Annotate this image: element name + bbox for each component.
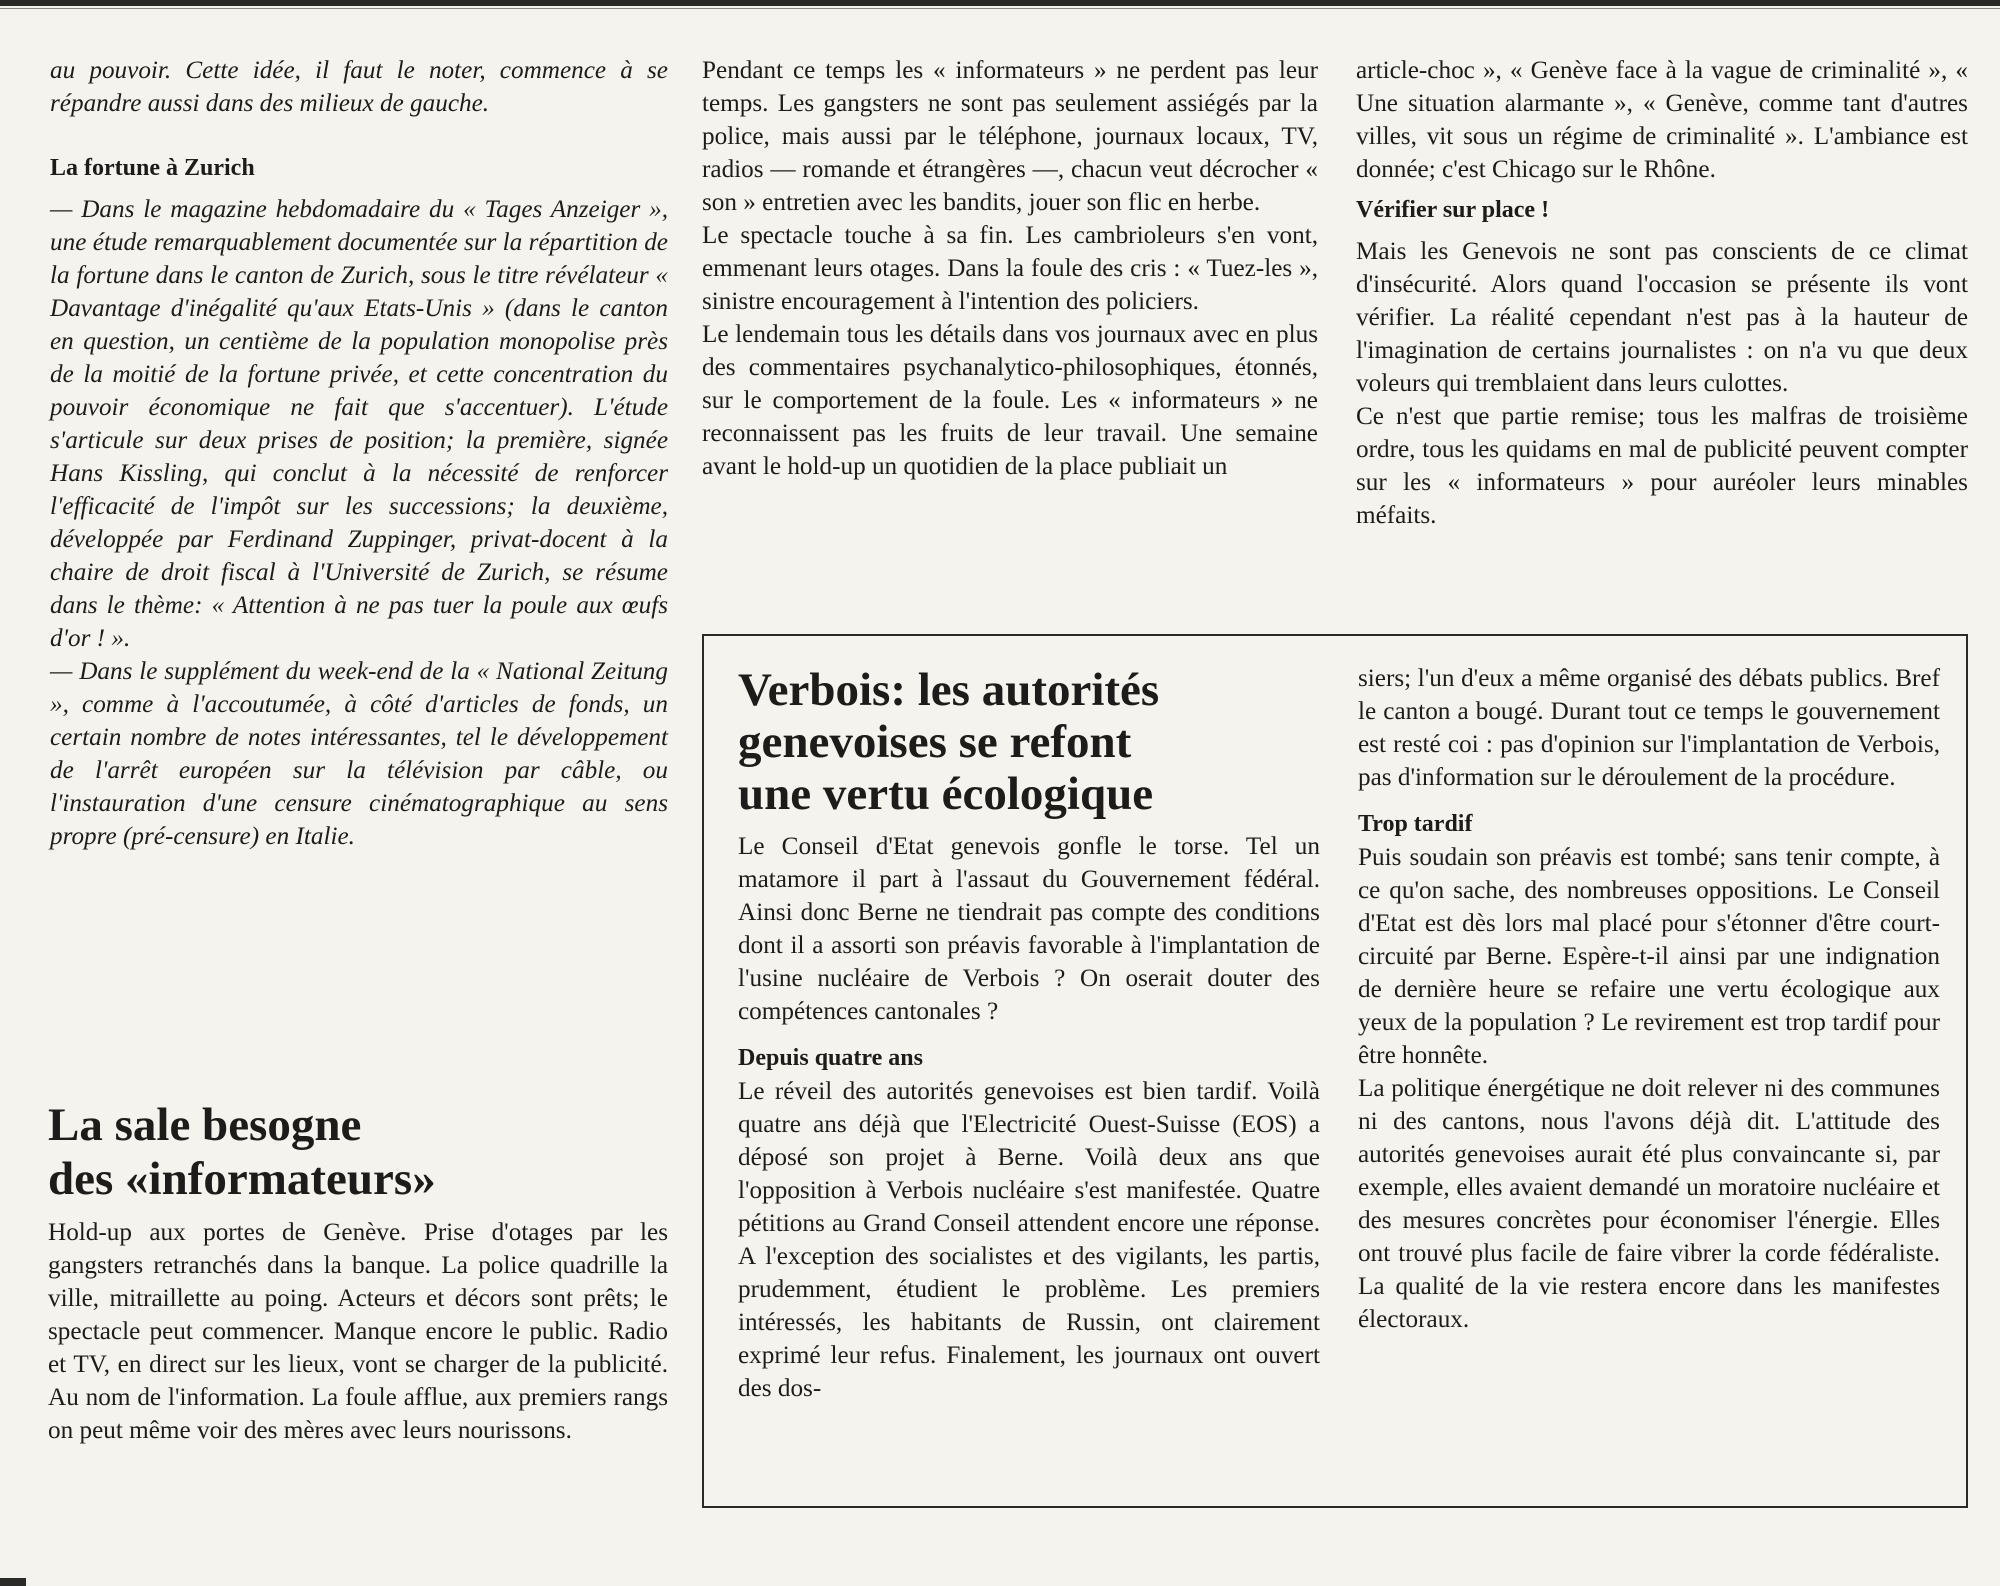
verbois-paragraph-4: Puis soudain son préavis est tombé; sans tenir compte, à ce qu'on sache, des nombreuses oppositions. Le Conseil d'Etat est dès lors mal placé pour s'étonner d'être court-circuité par Berne. Espère-t-il ainsi par une indignation de dernière heure se refaire une vertu écologique aux yeux de la population ? Le revirement est trop tardif pour être honnête. — [1358, 844, 1940, 1069]
col3-paragraph-3: Ce n'est que partie remise; tous les malfras de troisième ordre, tous les quidams en mal de publicité peuvent compter sur les « informateurs » pour auréoler leurs minables méfaits. — [1356, 403, 1968, 529]
verbois-title-line-1: Verbois: les autorités — [738, 664, 1160, 716]
col1-paragraph-2: — Dans le supplément du week-end de la « National Zeitung », comme à l'accoutumée, à côté d'articles de fonds, un certain nombre de notes intéressantes, tel le développement de l'arrêt européen sur la télévision par câble, ou l'instauration d'une censure cinématographique au sens propre (pré-censure) en Italie. — [50, 658, 668, 850]
col2-paragraph-3: Le lendemain tous les détails dans vos journaux avec en plus des commentaires psychanalytico-philosophiques, étonnés, sur le comportement de la foule. Les « informateurs » ne reconnaissent pas les fruits de leur travail. Une semaine avant le hold-up un quotidien de la place publiait un — [702, 321, 1318, 480]
verbois-left-column — [738, 664, 1320, 1405]
article-title-line-2: des «informateurs» — [48, 1153, 436, 1205]
verbois-box — [702, 634, 1968, 1508]
col3-paragraph-2: Mais les Genevois ne sont pas conscients de ce climat d'insécurité. Alors quand l'occasion se présente ils vont vérifier. La réalité cependant n'est pas à la hauteur de l'imagination de certains journalistes : on n'a vu que deux voleurs qui tremblaient dans leurs culottes. — [1356, 238, 1968, 397]
top-rule — [0, 0, 2000, 6]
article-title-line-1: La sale besogne — [48, 1099, 362, 1151]
col3-paragraph-1: article-choc », « Genève face à la vague de criminalité », « Une situation alarmante », « Genève, comme tant d'autres villes, vit sous un régime de criminalité ». L'ambiance est donnée; c'est Chicago sur le Rhône. — [1356, 57, 1968, 183]
col1-intro: au pouvoir. Cette idée, il faut le noter, commence à se répandre aussi dans des milieux de gauche. — [50, 57, 668, 117]
col1-section-heading: La fortune à Zurich — [50, 155, 255, 181]
verbois-heading-2: Trop tardif — [1358, 811, 1473, 837]
col2-paragraph-2: Le spectacle touche à sa fin. Les cambrioleurs s'en vont, emmenant leurs otages. Dans la foule des cris : « Tuez-les », sinistre encouragement à l'intention des policiers. — [702, 222, 1318, 315]
top-rule-thin — [0, 8, 2000, 9]
col3-section-heading: Vérifier sur place ! — [1356, 197, 1550, 223]
verbois-paragraph-5: La politique énergétique ne doit relever ni des communes ni des cantons, nous l'avons déjà dit. L'attitude des autorités genevoises aurait été plus convaincante si, par exemple, elles avaient demandé un moratoire nucléaire et des mesures concrètes pour économiser l'énergie. Elles ont trouvé plus facile de faire vibrer la corde fédéraliste. La qualité de la vie restera encore dans les manifestes électoraux. — [1358, 1075, 1940, 1333]
article-paragraph-1: Hold-up aux portes de Genève. Prise d'otages par les gangsters retranchés dans la banque. La police quadrille la ville, mitraillette au poing. Acteurs et décors sont prêts; le spectacle peut commencer. Manque encore le public. Radio et TV, en direct sur les lieux, vont se charger de la publicité. Au nom de l'information. La foule afflue, aux premiers rangs on peut même voir des mères avec leurs nourissons. — [48, 1219, 668, 1444]
verbois-heading-1: Depuis quatre ans — [738, 1045, 923, 1071]
article-informateurs — [48, 1098, 668, 1447]
column-1 — [50, 54, 668, 853]
col2-paragraph-1: Pendant ce temps les « informateurs » ne perdent pas leur temps. Les gangsters ne sont pas seulement assiégés par la police, mais aussi par le téléphone, journaux locaux, TV, radios — romande et étrangères —, chacun veut décrocher « son » entretien avec les bandits, jouer son flic en herbe. — [702, 57, 1318, 216]
column-3 — [1356, 54, 1968, 532]
col1-paragraph-1: — Dans le magazine hebdomadaire du « Tages Anzeiger », une étude remarquablement documentée sur la répartition de la fortune dans le canton de Zurich, sous le titre révélateur « Davantage d'inégalité qu'aux Etats-Unis » (dans le canton en question, un centième de la population monopolise près de la moitié de la fortune privée, et cette concentration du pouvoir économique ne fait que s'accentuer). L'étude s'articule sur deux prises de position; la première, signée Hans Kissling, qui conclut à la nécessité de renforcer l'efficacité de l'impôt sur les successions; la deuxième, développée par Ferdinand Zuppinger, privat-docent à la chaire de droit fiscal à l'Université de Zurich, se résume dans le thème: « Attention à ne pas tuer la poule aux œufs d'or ! ». — [50, 196, 668, 652]
verbois-paragraph-1: Le Conseil d'Etat genevois gonfle le torse. Tel un matamore il part à l'assaut du Gouvernement fédéral. Ainsi donc Berne ne tiendrait pas compte des conditions dont il a assorti son préavis favorable à l'implantation de l'usine nucléaire de Verbois ? On oserait douter des compétences cantonales ? — [738, 833, 1320, 1025]
verbois-title-line-3: une vertu écologique — [738, 768, 1154, 820]
column-2 — [702, 54, 1318, 483]
verbois-paragraph-3: siers; l'un d'eux a même organisé des débats publics. Bref le canton a bougé. Durant tout ce temps le gouvernement est resté coi : pas d'opinion sur l'implantation de Verbois, pas d'information sur le déroulement de la procédure. — [1358, 665, 1940, 791]
verbois-title-line-2: genevoises se refont — [738, 716, 1132, 768]
corner-mark — [0, 1578, 26, 1586]
verbois-right-column — [1358, 662, 1940, 1336]
verbois-paragraph-2: Le réveil des autorités genevoises est bien tardif. Voilà quatre ans déjà que l'Electricité Ouest-Suisse (EOS) a déposé son projet à Berne. Voilà deux ans que l'opposition à Verbois nucléaire s'est manifestée. Quatre pétitions au Grand Conseil attendent encore une réponse. A l'exception des socialistes et des vigilants, les partis, prudemment, étudient le problème. Les premiers intéressés, les habitants de Russin, ont clairement exprimé leur refus. Finalement, les journaux ont ouvert des dos- — [738, 1078, 1320, 1402]
